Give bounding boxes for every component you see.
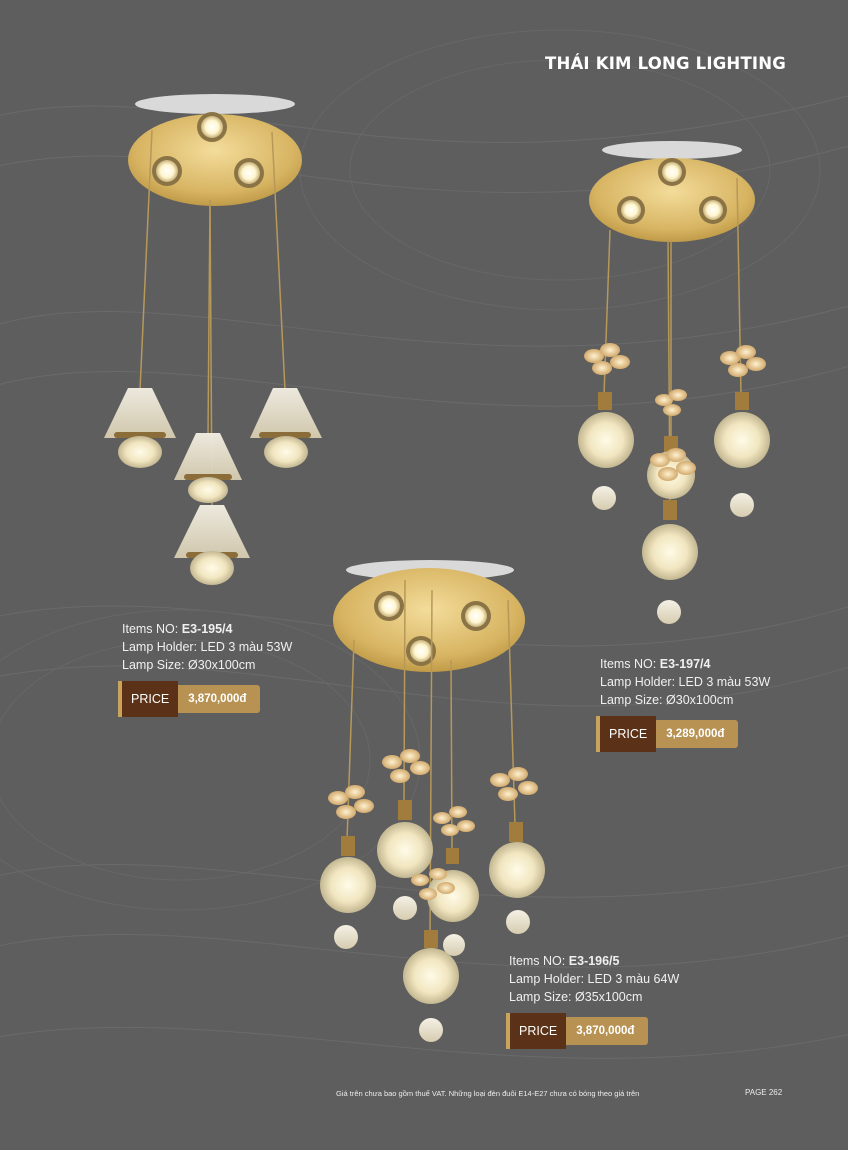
lamp-size-value: Ø35x100cm: [575, 990, 643, 1004]
lamp-size-label: Lamp Size:: [122, 658, 185, 672]
lamp-size-label: Lamp Size:: [509, 990, 572, 1004]
lamp-size-value: Ø30x100cm: [188, 658, 256, 672]
item-label: Items NO:: [509, 954, 566, 968]
item-number: E3-197/4: [659, 657, 711, 671]
brand-title: THÁI KIM LONG LIGHTING: [544, 54, 786, 73]
price-tag-e3-196-5: [506, 1017, 648, 1045]
lamp-holder-value: LED 3 màu 64W: [587, 972, 680, 986]
lamp-size-value: Ø30x100cm: [666, 693, 734, 707]
price-tag-e3-197-4: [596, 720, 738, 748]
price-value: 3,289,000đ: [656, 720, 738, 748]
price-value: 3,870,000đ: [178, 685, 260, 713]
lamp-e3-195-4: [104, 94, 322, 585]
price-tag-e3-195-4: [118, 685, 260, 713]
product-info-e3-196-5: [509, 952, 679, 1006]
lamp-holder-label: Lamp Holder:: [122, 640, 198, 654]
lamp-holder-label: Lamp Holder:: [600, 675, 676, 689]
page-number: PAGE 262: [745, 1088, 783, 1097]
price-label: PRICE: [596, 716, 656, 752]
lamp-size-label: Lamp Size:: [600, 693, 663, 707]
item-number: E3-196/5: [568, 954, 620, 968]
lamp-holder-value: LED 3 màu 53W: [678, 675, 771, 689]
price-value: 3,870,000đ: [566, 1017, 648, 1045]
lamp-holder-value: LED 3 màu 53W: [200, 640, 293, 654]
item-label: Items NO:: [122, 622, 179, 636]
product-info-e3-195-4: [122, 620, 292, 674]
product-info-e3-197-4: [600, 655, 770, 709]
item-label: Items NO:: [600, 657, 657, 671]
lamp-e3-197-4: [578, 141, 770, 624]
lamp-holder-label: Lamp Holder:: [509, 972, 585, 986]
price-label: PRICE: [118, 681, 178, 717]
footer-vat-note: Giá trên chưa bao gồm thuế VAT. Những loại đèn đuôi E14-E27 chưa có bóng theo giá trên: [336, 1089, 640, 1098]
price-label: PRICE: [506, 1013, 566, 1049]
item-number: E3-195/4: [181, 622, 233, 636]
